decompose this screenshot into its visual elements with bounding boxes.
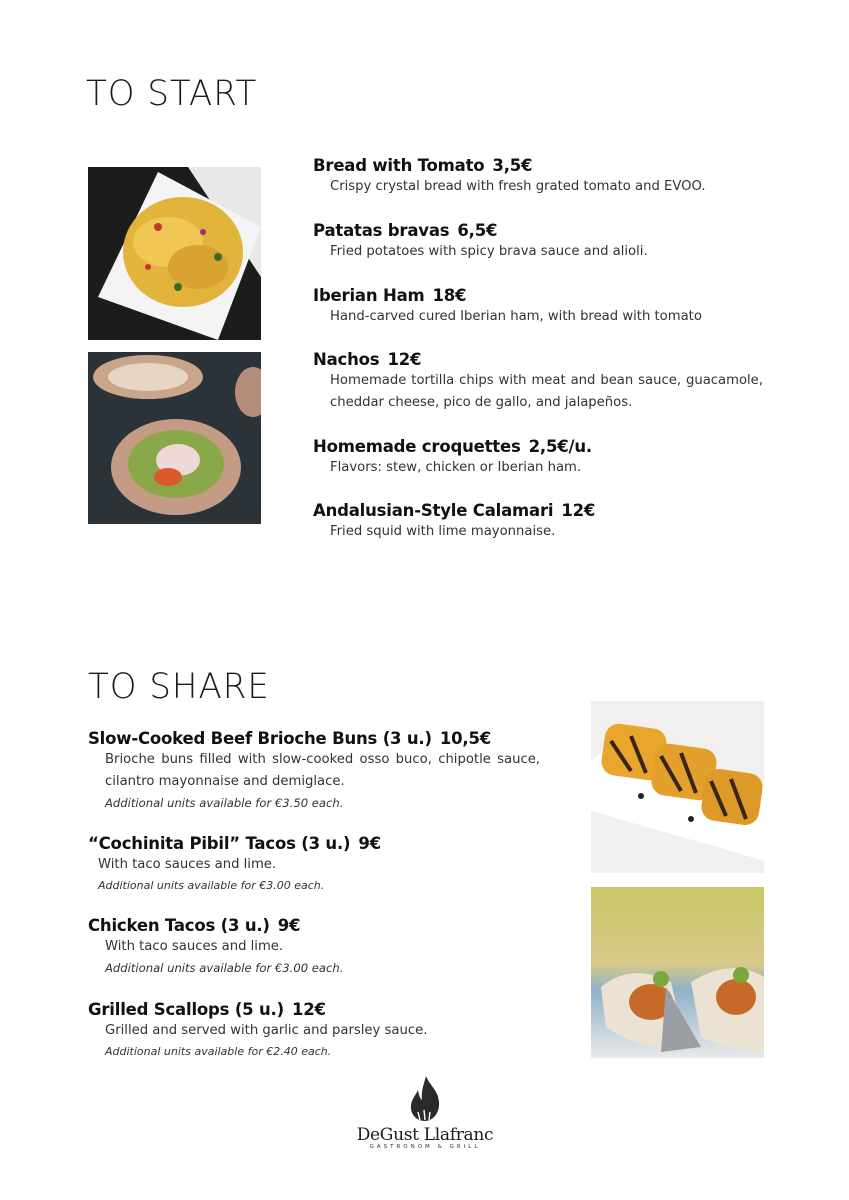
item-extra-units-note: Additional units available for €2.40 each. [105, 1045, 332, 1058]
item-description: Fried potatoes with spicy brava sauce and alioli. [330, 244, 648, 259]
item-name: Patatas bravas [313, 221, 450, 240]
brioche-buns-photo [591, 701, 764, 873]
item-units: (3 u.) [382, 729, 432, 748]
item-name: Nachos [313, 350, 380, 369]
item-name: Bread with Tomato [313, 156, 485, 175]
menu-item [88, 916, 540, 978]
menu-item [88, 834, 540, 896]
item-name: Grilled Scallops [88, 1000, 230, 1019]
item-price: 18€ [432, 286, 467, 305]
scallops-photo [88, 352, 261, 524]
item-price: 12€ [291, 1000, 326, 1019]
item-price: 12€ [561, 501, 596, 520]
item-description: Brioche buns filled with slow-cooked osso buco, chipotle sauce, cilantro mayonnaise and demiglace. [105, 752, 540, 789]
item-name: Slow-Cooked Beef Brioche Buns [88, 729, 378, 748]
menu-item [88, 729, 540, 813]
item-units: (3 u.) [220, 916, 270, 935]
item-extra-units-note: Additional units available for €3.50 each. [105, 796, 344, 810]
item-description: Flavors: stew, chicken or Iberian ham. [330, 460, 582, 475]
item-name: “Cochinita Pibil” Tacos [88, 834, 296, 853]
item-extra-units-note: Additional units available for €3.00 each. [98, 879, 325, 892]
restaurant-logo [350, 1076, 500, 1150]
item-name: Chicken Tacos [88, 916, 216, 935]
menu-item [88, 1000, 540, 1062]
brand-tagline: GASTRONOM & GRILL [369, 1144, 481, 1150]
item-name: Homemade croquettes [313, 437, 521, 456]
tacos-photo [591, 887, 764, 1058]
section-title-to-share: TO SHARE [88, 666, 270, 708]
item-name: Andalusian-Style Calamari [313, 501, 554, 520]
menu-item [313, 156, 763, 198]
item-price: 2,5€/u. [528, 437, 592, 456]
item-description: Hand-carved cured Iberian ham, with bread with tomato [330, 309, 702, 324]
item-description: Fried squid with lime mayonnaise. [330, 524, 556, 539]
item-price: 12€ [387, 350, 422, 369]
menu-item [313, 286, 763, 328]
item-units: (5 u.) [234, 1000, 284, 1019]
section-title-to-start: TO START [86, 73, 258, 115]
item-description: Crispy crystal bread with fresh grated tomato and EVOO. [330, 179, 706, 194]
item-units: (3 u.) [301, 834, 351, 853]
item-description: Grilled and served with garlic and parsley sauce. [105, 1023, 428, 1038]
item-description: With taco sauces and lime. [105, 939, 284, 954]
item-description: Homemade tortilla chips with meat and bean sauce, guacamole, cheddar cheese, pico de gallo, and jalapeños. [330, 373, 763, 410]
item-description: With taco sauces and lime. [98, 857, 277, 872]
item-price: 9€ [358, 834, 381, 853]
menu-item [313, 437, 763, 479]
nachos-photo [88, 167, 261, 340]
item-price: 6,5€ [457, 221, 498, 240]
item-extra-units-note: Additional units available for €3.00 each. [105, 961, 344, 975]
brand-name: DeGust Llafranc [356, 1125, 494, 1145]
menu-item [313, 221, 763, 263]
menu-item [313, 350, 763, 414]
menu-item [313, 501, 763, 543]
flame-icon [408, 1076, 442, 1122]
item-price: 3,5€ [492, 156, 533, 175]
item-price: 9€ [277, 916, 301, 935]
item-name: Iberian Ham [313, 286, 425, 305]
item-price: 10,5€ [439, 729, 492, 748]
